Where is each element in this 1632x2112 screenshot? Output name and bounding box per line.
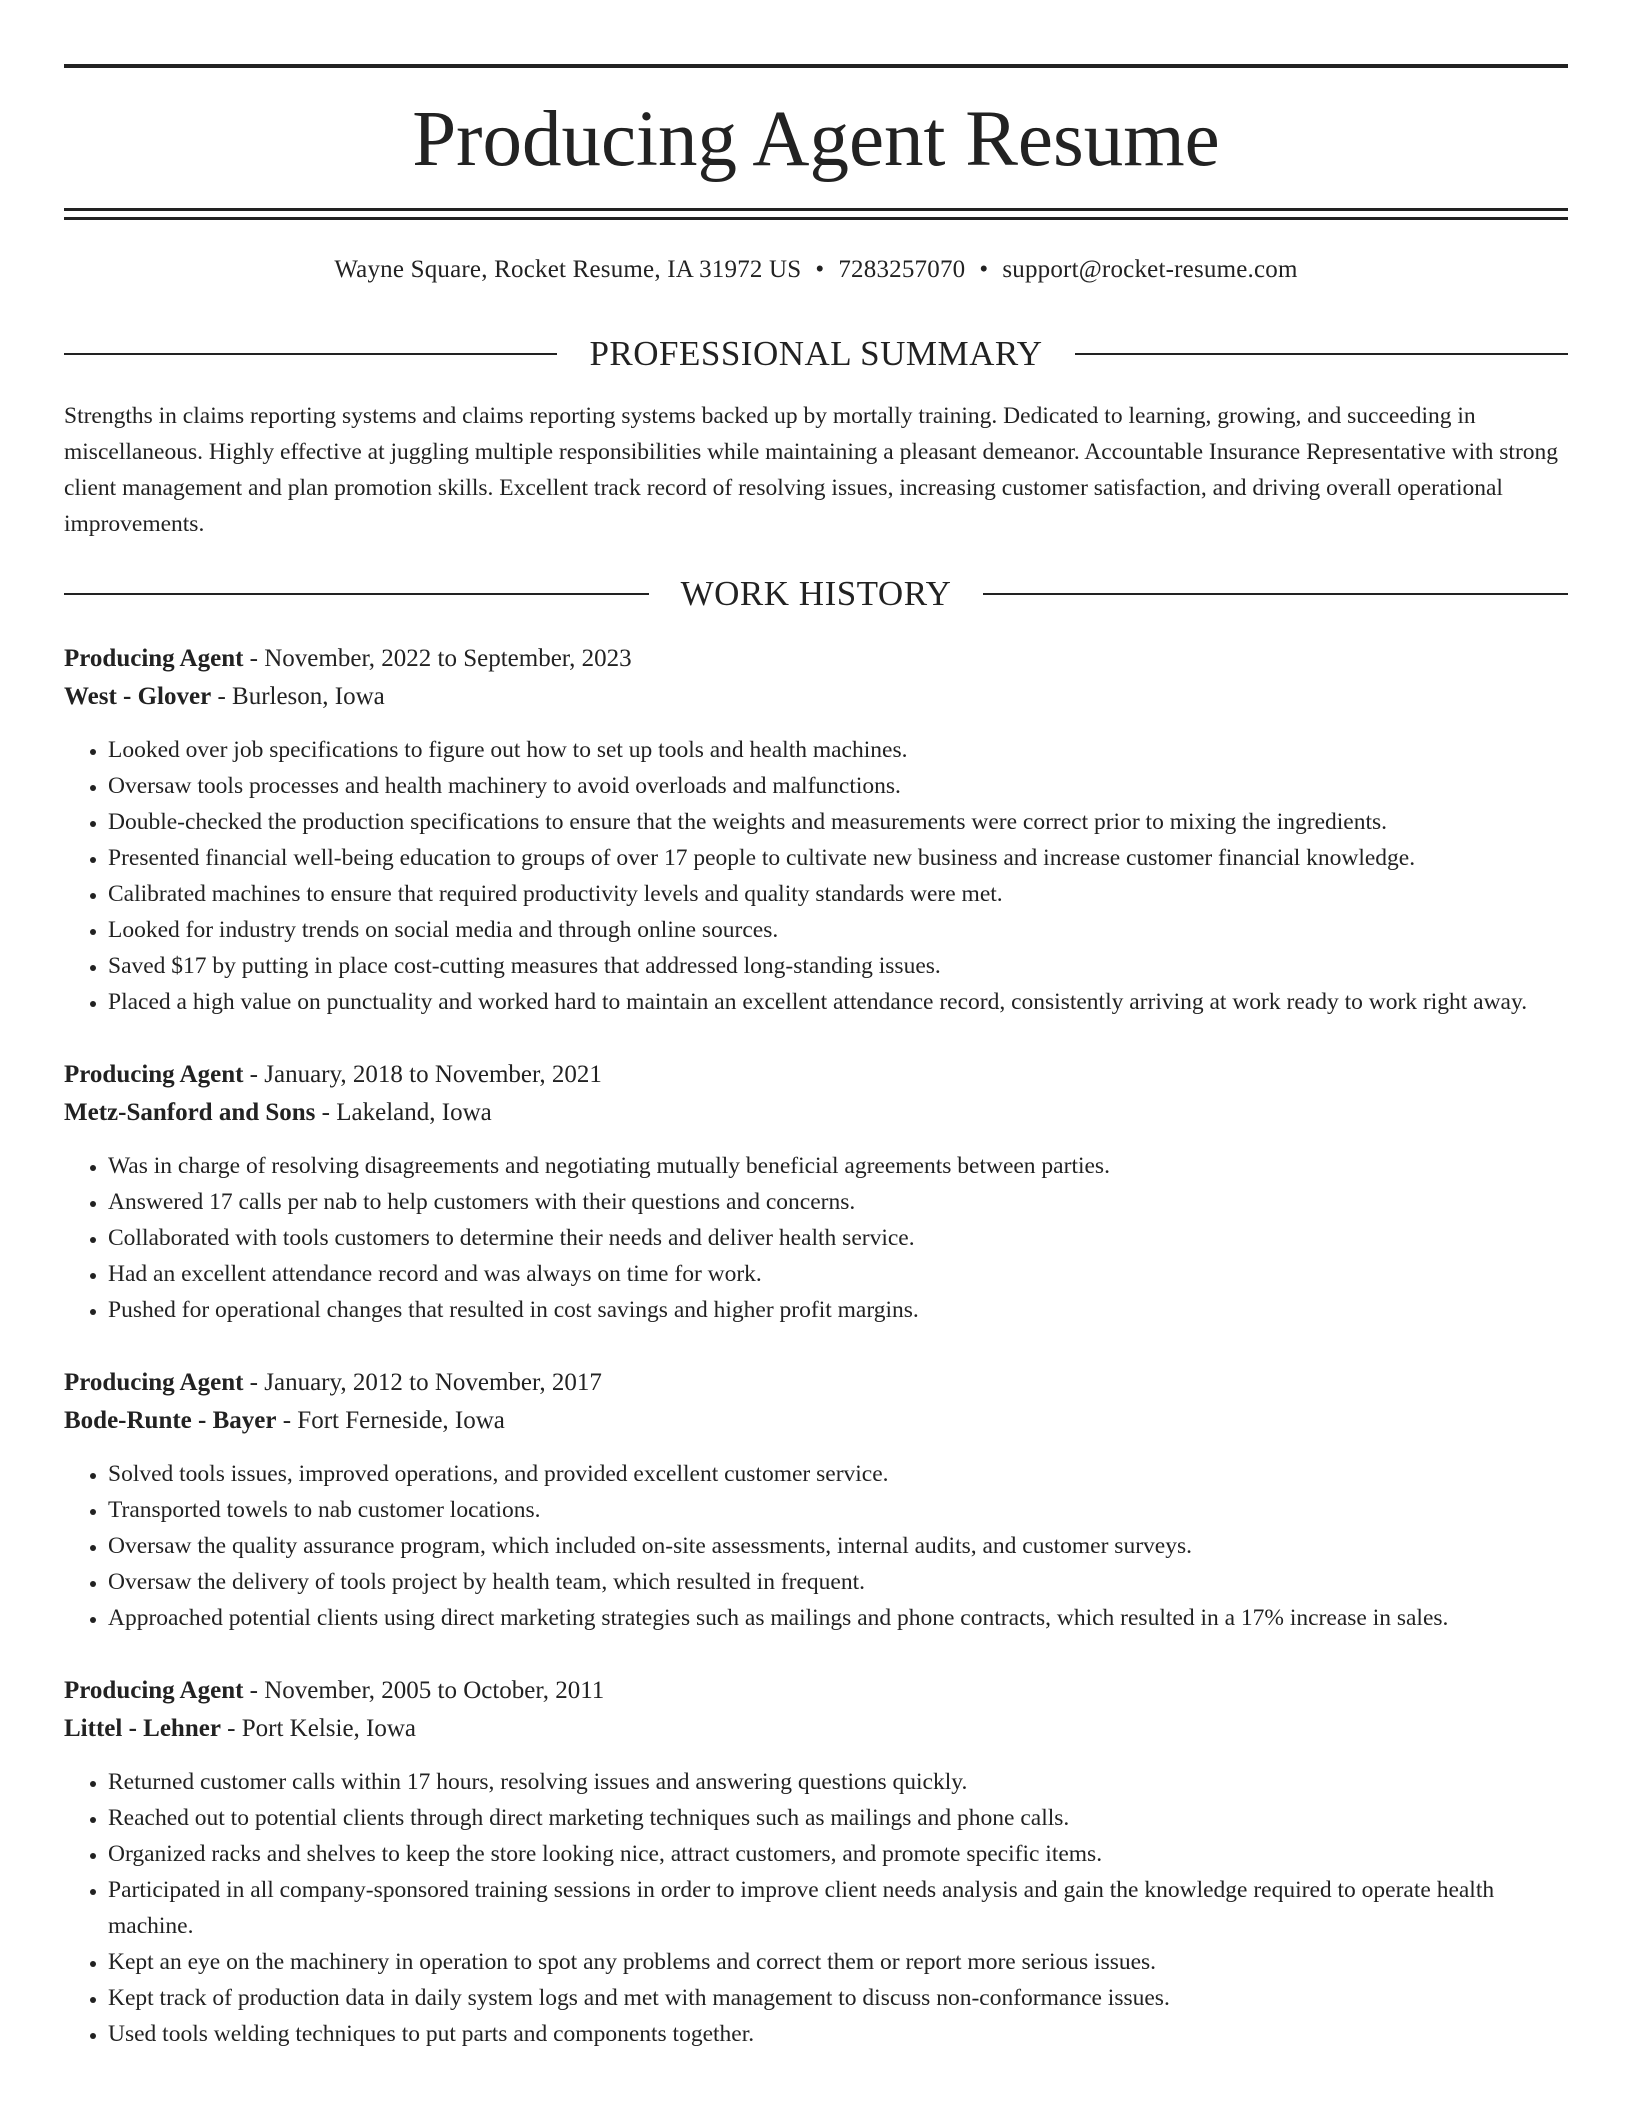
job-dates: - November, 2005 to October, 2011 [243, 1677, 605, 1704]
job-title-line [64, 1672, 1568, 1710]
top-rule [64, 64, 1568, 68]
job-location: - Fort Ferneside, Iowa [276, 1407, 505, 1434]
job-bullet-list [64, 732, 1568, 1020]
job-bullet: • Had an excellent attendance record and was always on time for work. [108, 1256, 1568, 1292]
job-company-line [64, 1094, 1568, 1132]
job-bullet: • Organized racks and shelves to keep the store looking nice, attract customers, and promote specific items. [108, 1836, 1568, 1872]
contact-address: Wayne Square, Rocket Resume, IA 31972 US [334, 256, 802, 283]
job-title: Producing Agent [64, 645, 244, 672]
job-bullet: • Calibrated machines to ensure that required productivity levels and quality standards were met. [108, 876, 1568, 912]
job-dates: - January, 2018 to November, 2021 [243, 1061, 602, 1088]
job-bullet: • Solved tools issues, improved operations, and provided excellent customer service. [108, 1456, 1568, 1492]
job-dates: - November, 2022 to September, 2023 [243, 645, 632, 672]
job-bullet: • Used tools welding techniques to put parts and components together. [108, 2016, 1568, 2052]
summary-text: Strengths in claims reporting systems and claims reporting systems backed up by mortally training. Dedicated to learning, growing, and succeeding in miscellaneous. Highly effective at juggling multiple responsibilities while maintaining a pleasant demeanor. Accountable Insurance Representative with strong client management and plan promotion skills. Excellent track record of resolving issues, increasing customer satisfaction, and driving overall operational improvements. [64, 403, 1559, 537]
job-bullet: • Oversaw the delivery of tools project by health team, which resulted in frequent. [108, 1564, 1568, 1600]
job-bullet: • Presented financial well-being education to groups of over 17 people to cultivate new business and increase customer financial knowledge. [108, 840, 1568, 876]
job-company: Metz-Sanford and Sons [64, 1099, 316, 1126]
heading-rule-left [64, 353, 557, 355]
job-company: West - Glover [64, 683, 212, 710]
job-location: - Burleson, Iowa [211, 683, 385, 710]
job-bullet: • Kept track of production data in daily system logs and met with management to discuss non-conformance issues. [108, 1980, 1568, 2016]
contact-separator: • [815, 256, 825, 283]
job-entry [64, 1364, 1568, 1636]
job-bullet-list [64, 1148, 1568, 1328]
resume-title: Producing Agent Resume [412, 96, 1220, 183]
job-location: - Lakeland, Iowa [315, 1099, 492, 1126]
contact-email: support@rocket-resume.com [1002, 256, 1298, 283]
job-bullet-list [64, 1764, 1568, 2052]
job-bullet: • Was in charge of resolving disagreements and negotiating mutually beneficial agreements between parties. [108, 1148, 1568, 1184]
job-bullet: • Looked for industry trends on social media and through online sources. [108, 912, 1568, 948]
job-bullet-list [64, 1456, 1568, 1636]
job-bullet: • Reached out to potential clients through direct marketing techniques such as mailings and phone calls. [108, 1800, 1568, 1836]
title-double-rule [64, 208, 1568, 220]
job-title-line [64, 1056, 1568, 1094]
job-bullet: • Participated in all company-sponsored training sessions in order to improve client needs analysis and gain the knowledge required to operate health machine. [108, 1872, 1568, 1944]
job-bullet: • Looked over job specifications to figure out how to set up tools and health machines. [108, 732, 1568, 768]
job-title-line [64, 1364, 1568, 1402]
job-entry [64, 640, 1568, 1020]
job-entry [64, 1672, 1568, 2052]
job-title-line [64, 640, 1568, 678]
job-entry [64, 1056, 1568, 1328]
job-bullet: • Double-checked the production specifications to ensure that the weights and measurements were correct prior to mixing the ingredients. [108, 804, 1568, 840]
job-bullet: • Placed a high value on punctuality and worked hard to maintain an excellent attendance record, consistently arriving at work ready to work right away. [108, 984, 1568, 1020]
job-bullet: • Transported towels to nab customer locations. [108, 1492, 1568, 1528]
job-title: Producing Agent [64, 1677, 244, 1704]
work-history-list [64, 640, 1568, 2088]
job-bullet: • Approached potential clients using direct marketing strategies such as mailings and phone contracts, which resulted in a 17% increase in sales. [108, 1600, 1568, 1636]
job-company: Bode-Runte - Bayer [64, 1407, 277, 1434]
work-history-heading-label: WORK HISTORY [680, 574, 952, 613]
job-bullet: • Saved $17 by putting in place cost-cutting measures that addressed long-standing issues. [108, 948, 1568, 984]
job-company-line [64, 1402, 1568, 1440]
job-bullet: • Collaborated with tools customers to determine their needs and deliver health service. [108, 1220, 1568, 1256]
job-location: - Port Kelsie, Iowa [220, 1715, 417, 1742]
contact-separator: • [979, 256, 989, 283]
job-title: Producing Agent [64, 1061, 244, 1088]
contact-line [64, 252, 1568, 288]
summary-section-heading [64, 332, 1568, 376]
job-bullet: • Returned customer calls within 17 hours, resolving issues and answering questions quickly. [108, 1764, 1568, 1800]
work-history-section-heading [64, 572, 1568, 616]
job-company-line [64, 1710, 1568, 1748]
job-bullet: • Oversaw tools processes and health machinery to avoid overloads and malfunctions. [108, 768, 1568, 804]
job-bullet: • Answered 17 calls per nab to help customers with their questions and concerns. [108, 1184, 1568, 1220]
contact-phone: 7283257070 [838, 256, 966, 283]
summary-heading-label: PROFESSIONAL SUMMARY [589, 334, 1043, 373]
heading-rule-right [983, 593, 1568, 595]
heading-rule-right [1075, 353, 1568, 355]
job-company: Littel - Lehner [64, 1715, 221, 1742]
job-company-line [64, 678, 1568, 716]
job-bullet: • Kept an eye on the machinery in operation to spot any problems and correct them or report more serious issues. [108, 1944, 1568, 1980]
job-bullet: • Oversaw the quality assurance program, which included on-site assessments, internal audits, and customer surveys. [108, 1528, 1568, 1564]
heading-rule-left [64, 593, 649, 595]
job-dates: - January, 2012 to November, 2017 [243, 1369, 602, 1396]
job-bullet: • Pushed for operational changes that resulted in cost savings and higher profit margins. [108, 1292, 1568, 1328]
job-title: Producing Agent [64, 1369, 244, 1396]
